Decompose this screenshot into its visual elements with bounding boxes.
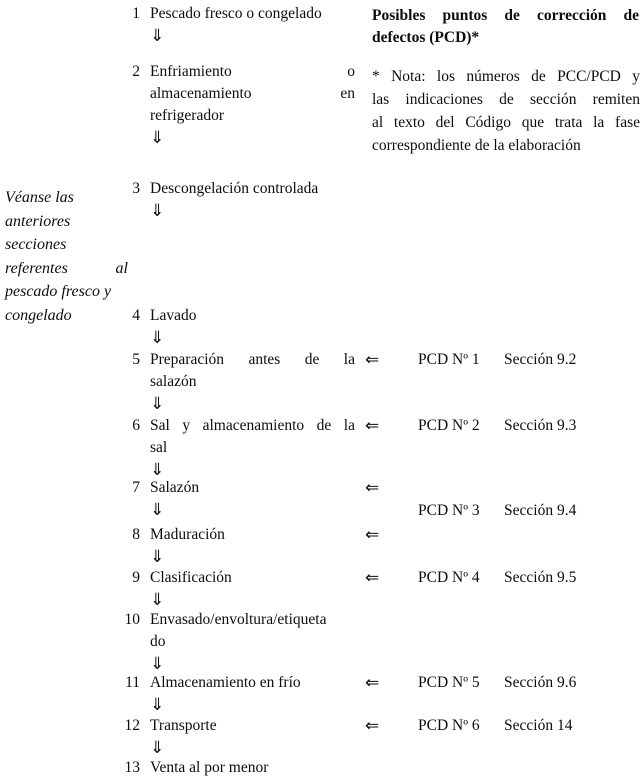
step-label: Envasado/envoltura/etiqueta [150, 611, 327, 628]
left-arrow-icon: ⇐ [365, 416, 380, 436]
section-label: Sección 9.6 [504, 674, 577, 691]
step-13 [122, 757, 355, 776]
left-arrow-icon: ⇐ [365, 673, 380, 693]
step-label: Maduración [150, 526, 225, 543]
step-number: 7 [132, 479, 140, 496]
pcd-label: PCD Nº 5 [418, 674, 480, 691]
pcd-row-5 [0, 672, 644, 694]
pcd-heading-line: Posibles puntos de corrección de [372, 7, 639, 24]
down-arrow-icon: ⇓ [150, 394, 165, 414]
step-label: Salazón [150, 479, 200, 496]
pcd-footnote-line: al texto del Código que trata la fase [372, 114, 640, 131]
down-arrow-icon: ⇓ [150, 590, 165, 610]
step-label: Clasificación [150, 569, 232, 586]
step-label: Lavado [150, 307, 197, 324]
pcd-row-3 [0, 500, 644, 522]
section-label: Sección 9.4 [504, 502, 577, 519]
pcd-row-1 [0, 349, 644, 371]
step-number: 3 [132, 180, 140, 197]
step-2 [122, 61, 355, 149]
pcd-footnote [372, 65, 640, 157]
step-label: sal [150, 439, 168, 456]
left-note-line: referentes al [5, 259, 128, 277]
step-number: 2 [132, 63, 140, 80]
step-3 [122, 178, 355, 222]
left-note-line: anteriores [5, 212, 71, 230]
left-arrow-icon: ⇐ [365, 350, 380, 370]
down-arrow-icon: ⇓ [150, 460, 165, 480]
down-arrow-icon: ⇓ [150, 738, 165, 758]
down-arrow-icon: ⇓ [150, 500, 165, 520]
step-label: almacenamiento en [150, 85, 355, 102]
down-arrow-icon: ⇓ [150, 328, 165, 348]
left-arrow-icon: ⇐ [365, 478, 380, 498]
step-label: Venta al por menor [150, 759, 269, 776]
down-arrow-icon: ⇓ [150, 128, 165, 148]
pcd-label: PCD Nº 1 [418, 351, 480, 368]
pcd-heading-line: defectos (PCD)* [372, 29, 480, 46]
left-note-line: congelado [5, 306, 72, 324]
step-label: Sal y almacenamiento de la [150, 417, 355, 434]
left-arrow-icon: ⇐ [365, 525, 380, 545]
down-arrow-icon: ⇓ [150, 654, 165, 674]
pcd-heading [372, 5, 639, 49]
left-arrow-icon: ⇐ [365, 716, 380, 736]
step-10 [122, 609, 355, 675]
pcd-label: PCD Nº 3 [418, 502, 480, 519]
step-number: 4 [132, 307, 140, 324]
step-number: 12 [124, 717, 140, 734]
step-label: refrigerador [150, 107, 225, 124]
pcd-label: PCD Nº 2 [418, 417, 480, 434]
section-label: Sección 14 [504, 717, 573, 734]
step-label: Transporte [150, 717, 217, 734]
pcd-label: PCD Nº 4 [418, 569, 480, 586]
step-number: 1 [132, 5, 140, 22]
step-4 [122, 305, 355, 349]
step-label: Descongelación controlada [150, 180, 319, 197]
pcd-footnote-line: correspondiente de la elaboración [372, 137, 581, 154]
left-note-line: pescado fresco y [5, 283, 112, 300]
step-number: 6 [132, 417, 140, 434]
left-note-line: Véanse las [5, 189, 74, 206]
pcd-row-6 [0, 715, 644, 737]
pcd-arrow-step-8 [0, 524, 644, 546]
down-arrow-icon: ⇓ [150, 201, 165, 221]
pcd-row-2 [0, 415, 644, 437]
step-label: Almacenamiento en frío [150, 674, 301, 691]
pcd-footnote-line: * Nota: los números de PCC/PCD y [372, 68, 640, 85]
left-margin-note [5, 186, 128, 327]
left-arrow-icon: ⇐ [365, 568, 380, 588]
step-label: Pescado fresco o congelado [150, 5, 322, 22]
left-note-line: secciones [5, 236, 67, 253]
step-label: do [150, 633, 166, 650]
down-arrow-icon: ⇓ [150, 547, 165, 567]
pcd-row-4 [0, 567, 644, 589]
step-number: 13 [124, 759, 140, 776]
section-label: Sección 9.5 [504, 569, 577, 586]
step-number: 9 [132, 569, 140, 586]
step-number: 11 [125, 674, 140, 691]
section-label: Sección 9.3 [504, 417, 577, 434]
step-label: salazón [150, 373, 197, 390]
down-arrow-icon: ⇓ [150, 695, 165, 715]
pcd-label: PCD Nº 6 [418, 717, 480, 734]
step-number: 8 [132, 526, 140, 543]
down-arrow-icon: ⇓ [150, 26, 165, 46]
step-1 [122, 3, 355, 47]
pcd-arrow-step-7 [0, 477, 644, 499]
step-number: 5 [132, 351, 140, 368]
step-label: Preparación antes de la [150, 351, 355, 368]
section-label: Sección 9.2 [504, 351, 577, 368]
step-number: 10 [124, 611, 140, 628]
step-label: Enfriamiento o [150, 63, 355, 80]
pcd-footnote-line: las indicaciones de sección remiten [372, 91, 640, 108]
